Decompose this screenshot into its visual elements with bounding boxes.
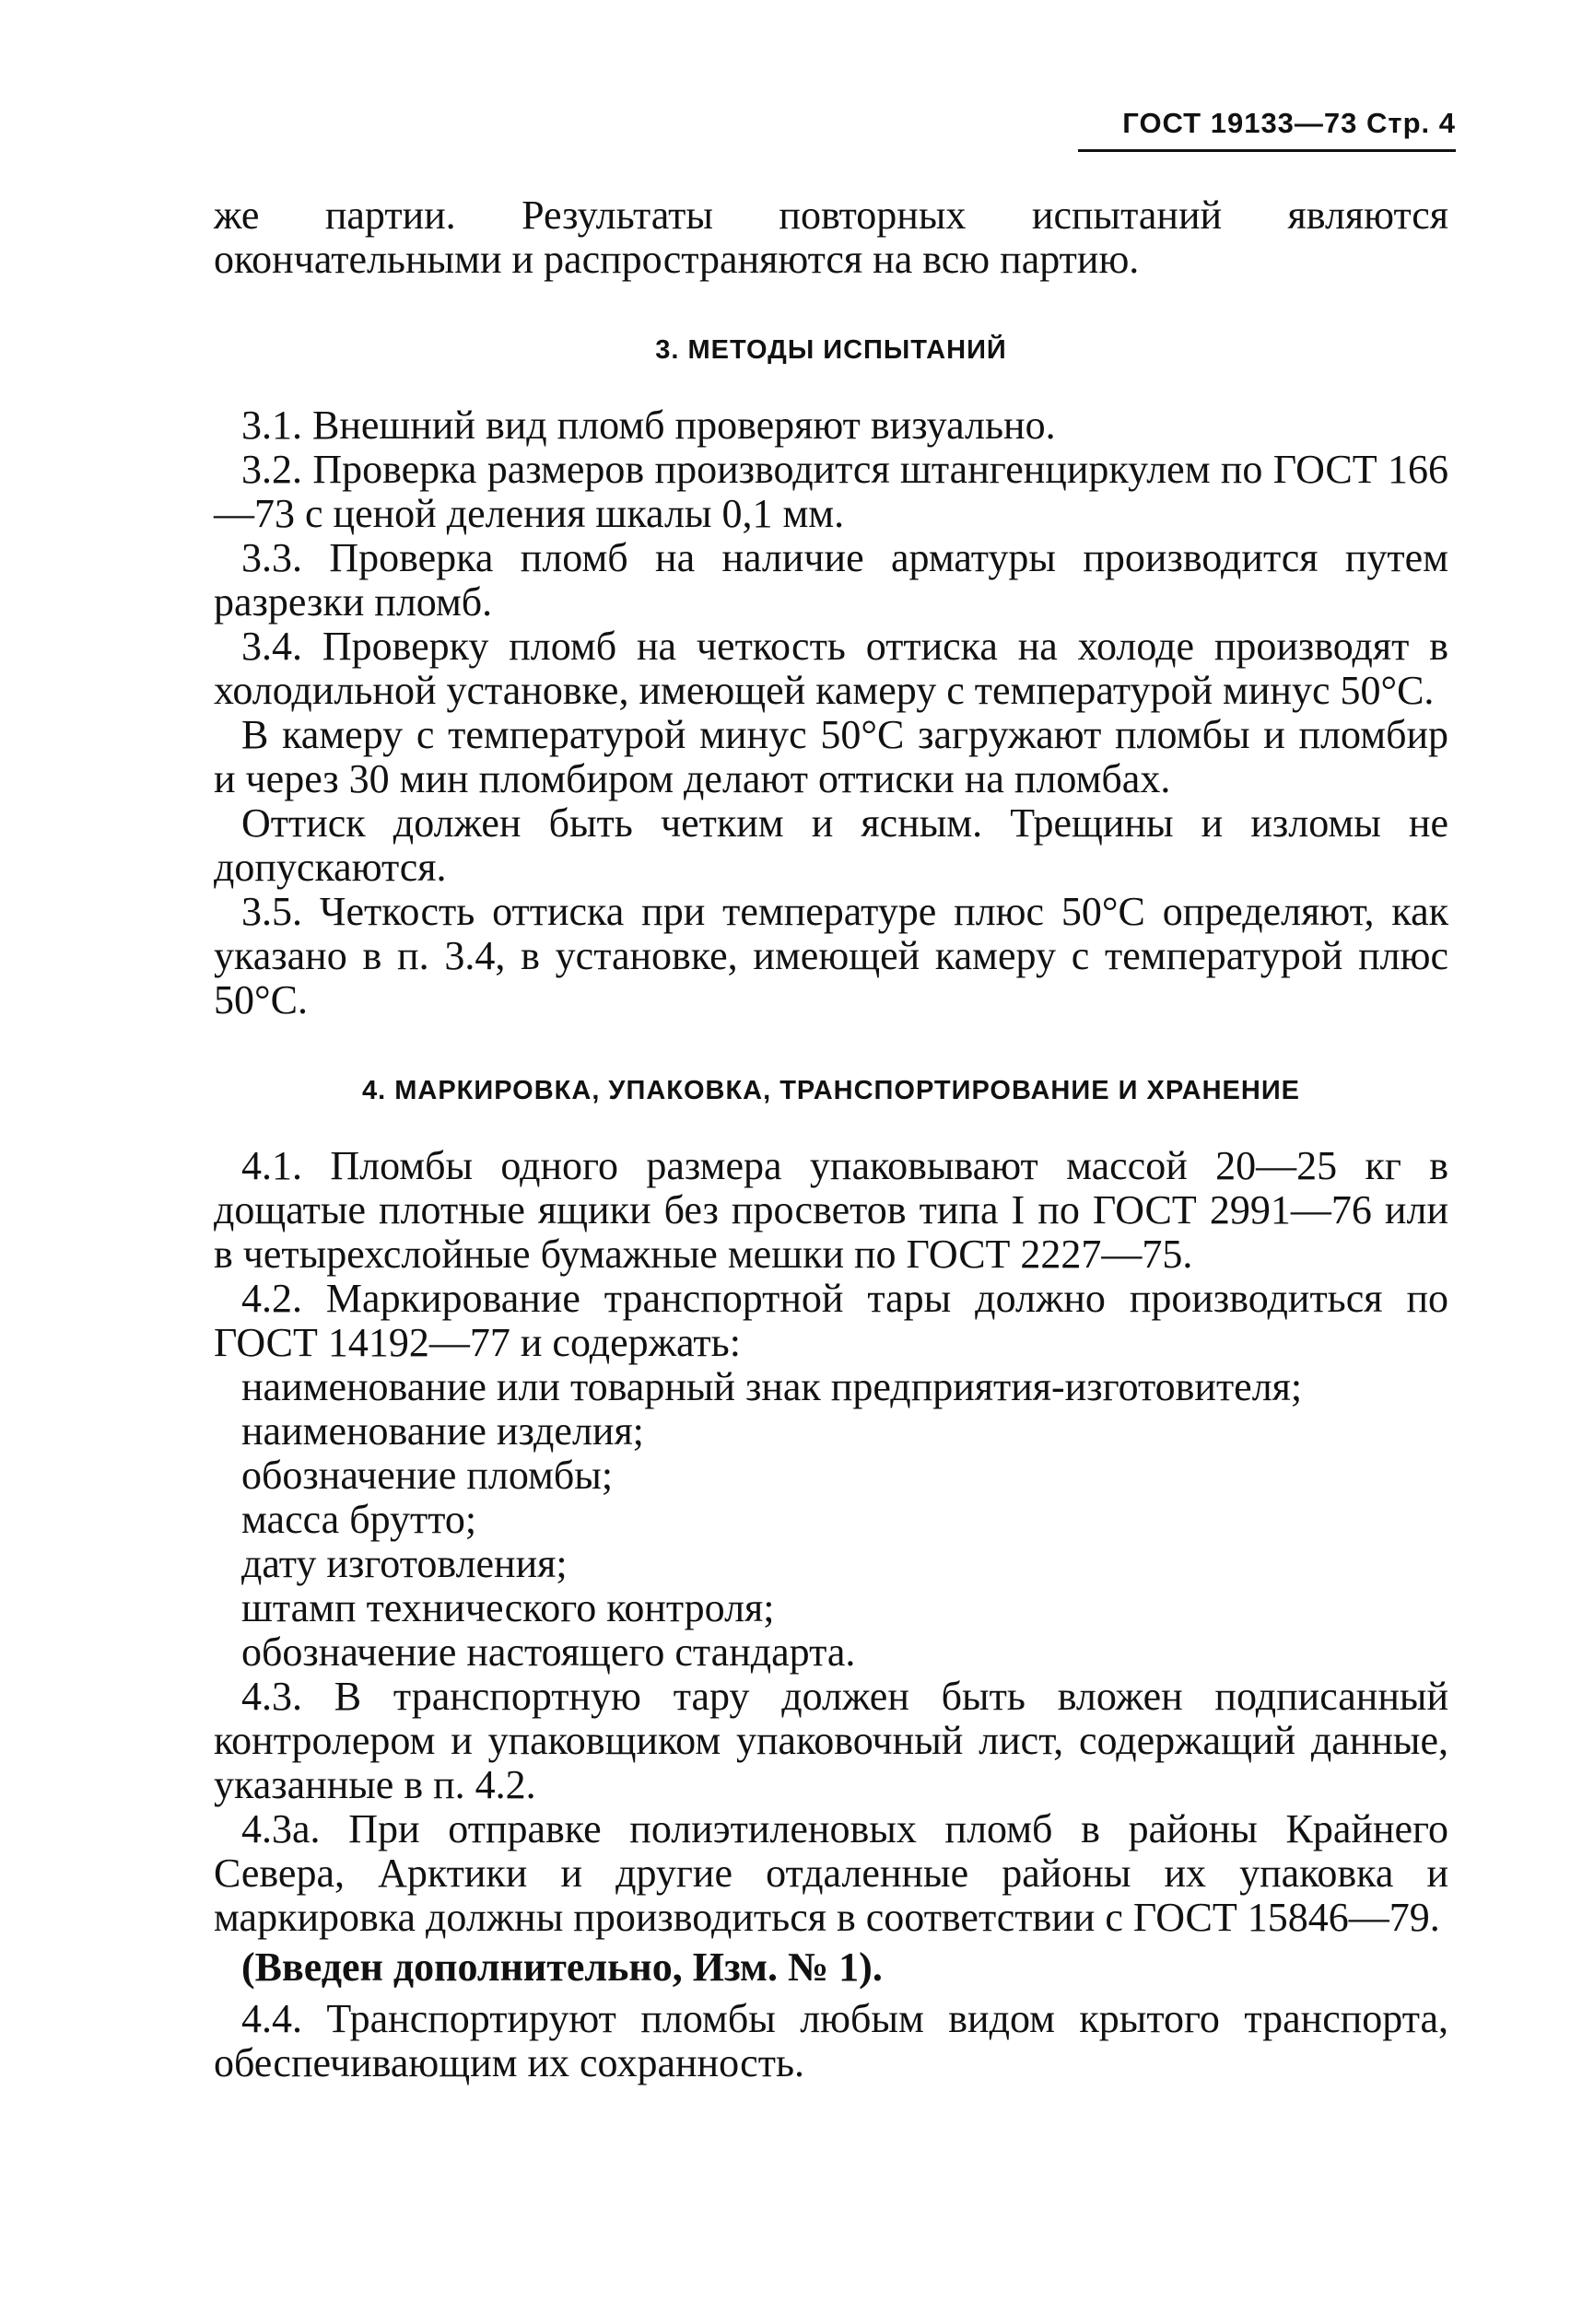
paragraph-4-2: 4.2. Маркирование транспортной тары должно производиться по ГОСТ 14192—77 и содержать: [214, 1276, 1448, 1365]
document-body [214, 193, 1448, 2085]
paragraph-4-3: 4.3. В транспортную тару должен быть вложен подписанный контролером и упаковщиком упаковочный лист, содержащий данные, указанные в п. 4.2. [214, 1674, 1448, 1807]
list-item: дату изготовления; [241, 1541, 568, 1586]
marking-list [214, 1365, 1448, 1675]
section-3-title: 3. МЕТОДЫ ИСПЫТАНИЙ [655, 335, 1007, 365]
paragraph-4-4: 4.4. Транспортируют пломбы любым видом крытого транспорта, обеспечивающим их сохранность. [214, 1996, 1448, 2085]
page-header: ГОСТ 19133—73 Стр. 4 [1078, 107, 1456, 152]
paragraph-3-5: 3.5. Четкость оттиска при температуре плюс 50°С определяют, как указано в п. 3.4, в установке, имеющей камеру с температурой плюс 50°С. [214, 889, 1448, 1022]
list-item: обозначение настоящего стандарта. [241, 1629, 856, 1675]
amendment-note: (Введен дополнительно, Изм. № 1). [241, 1944, 883, 1990]
section-4-title: 4. МАРКИРОВКА, УПАКОВКА, ТРАНСПОРТИРОВАНИЕ И ХРАНЕНИЕ [361, 1076, 1301, 1105]
list-item: штамп технического контроля; [241, 1585, 775, 1630]
paragraph-3-3: 3.3. Проверка пломб на наличие арматуры производится путем разрезки пломб. [214, 535, 1448, 625]
list-item: наименование или товарный знак предприятия-изготовителя; [241, 1364, 1303, 1409]
list-item: масса брутто; [241, 1497, 477, 1542]
paragraph-3-4-chamber: В камеру с температурой минус 50°С загружают пломбы и пломбир и через 30 мин пломбиром делают оттиски на пломбах. [214, 712, 1448, 801]
list-item: обозначение пломбы; [241, 1453, 614, 1498]
paragraph-3-4: 3.4. Проверку пломб на четкость оттиска на холоде производят в холодильной установке, имеющей камеру с температурой минус 50°С. [214, 624, 1448, 713]
paragraph-3-4-imprint: Оттиск должен быть четким и ясным. Трещины и изломы не допускаются. [214, 800, 1448, 890]
paragraph-4-1: 4.1. Пломбы одного размера упаковывают массой 20—25 кг в дощатые плотные ящики без просветов типа I по ГОСТ 2991—76 или в четырехслойные бумажные мешки по ГОСТ 2227—75. [214, 1143, 1448, 1277]
paragraph-3-1: 3.1. Внешний вид пломб проверяют визуально. [241, 403, 1056, 448]
paragraph-3-2: 3.2. Проверка размеров производится штангенциркулем по ГОСТ 166—73 с ценой деления шкалы 0,1 мм. [214, 447, 1448, 536]
paragraph-4-3a: 4.3а. При отправке полиэтиленовых пломб в районы Крайнего Севера, Арктики и другие отдаленные районы их упаковка и маркировка должны производиться в соответствии с ГОСТ 15846—79. [214, 1806, 1448, 1940]
intro-paragraph: же партии. Результаты повторных испытаний являются окончательными и распространяются на всю партию. [214, 193, 1448, 282]
list-item: наименование изделия; [241, 1408, 644, 1454]
